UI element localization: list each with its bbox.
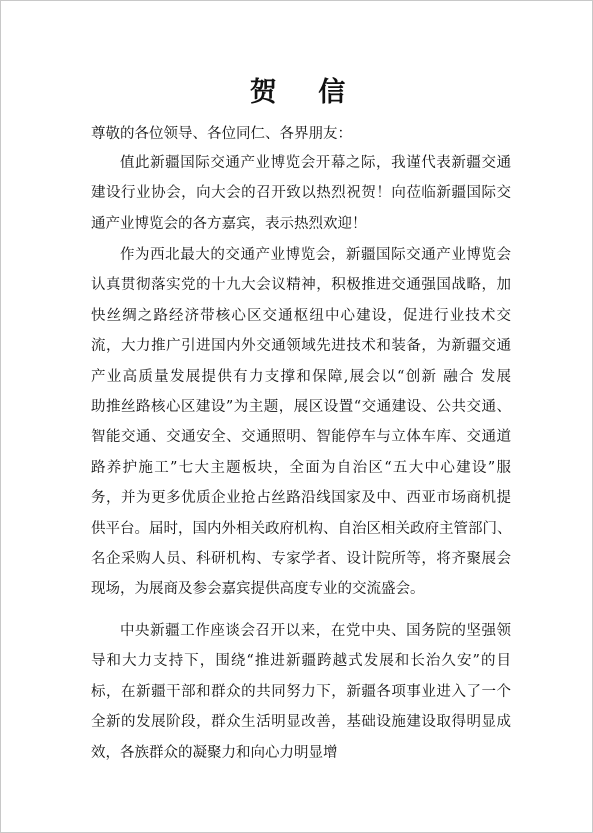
text-line: 快丝绸之路经济带核心区交通枢纽中心建设，促进行业技术交 <box>91 307 511 324</box>
text-line: 助推丝路核心区建设”为主题，展区设置“交通建设、公共交通、 <box>91 398 511 415</box>
text-line: 务，并为更多优质企业抢占丝路沿线国家及中、西亚市场商机提 <box>91 490 511 507</box>
text-line: 值此新疆国际交通产业博览会开幕之际，我谨代表新疆交通 <box>120 155 511 171</box>
letter-salutation: 尊敬的各位领导、各位同仁、各界朋友： <box>91 126 352 142</box>
text-line: 名企采购人员、科研机构、专家学者、设计院所等，将齐聚展会 <box>91 550 511 567</box>
text-line: 全新的发展阶段，群众生活明显改善，基础设施建设取得明显成 <box>91 714 511 731</box>
text-line: 中央新疆工作座谈会召开以来，在党中央、国务院的坚强领 <box>120 623 511 639</box>
letter-title: 贺 信 <box>249 77 362 108</box>
text-line: 建设行业协会，向大会的召开致以热烈祝贺！向莅临新疆国际交 <box>91 185 511 202</box>
text-line: 认真贯彻落实党的十九大会议精神，积极推进交通强国战略，加 <box>91 277 511 294</box>
paragraph-3 <box>91 616 511 768</box>
paragraph-2 <box>91 240 511 605</box>
text-line: 导和大力支持下，围绕“推进新疆跨越式发展和长治久安”的目 <box>91 653 511 670</box>
text-line: 现场，为展商及参会嘉宾提供高度专业的交流盛会。 <box>91 581 425 598</box>
text-line: 标，在新疆干部和群众的共同努力下，新疆各项事业进入了一个 <box>91 683 511 700</box>
text-line: 产业高质量发展提供有力支撑和保障,展会以“创新 融合 发展 <box>91 368 511 385</box>
text-line: 智能交通、交通安全、交通照明、智能停车与立体车库、交通道 <box>91 429 511 446</box>
text-line: 流，大力推广引进国内外交通领域先进技术和装备，为新疆交通 <box>91 338 511 355</box>
text-line: 效，各族群众的凝聚力和向心力明显增 <box>91 744 338 761</box>
text-line: 路养护施工”七大主题板块，全面为自治区“五大中心建设”服 <box>91 459 511 476</box>
text-line: 作为西北最大的交通产业博览会，新疆国际交通产业博览会 <box>120 247 511 263</box>
text-line: 通产业博览会的各方嘉宾，表示热烈欢迎！ <box>91 215 367 232</box>
text-line: 供平台。届时，国内外相关政府机构、自治区相关政府主管部门、 <box>91 520 512 537</box>
paragraph-1 <box>91 148 511 239</box>
